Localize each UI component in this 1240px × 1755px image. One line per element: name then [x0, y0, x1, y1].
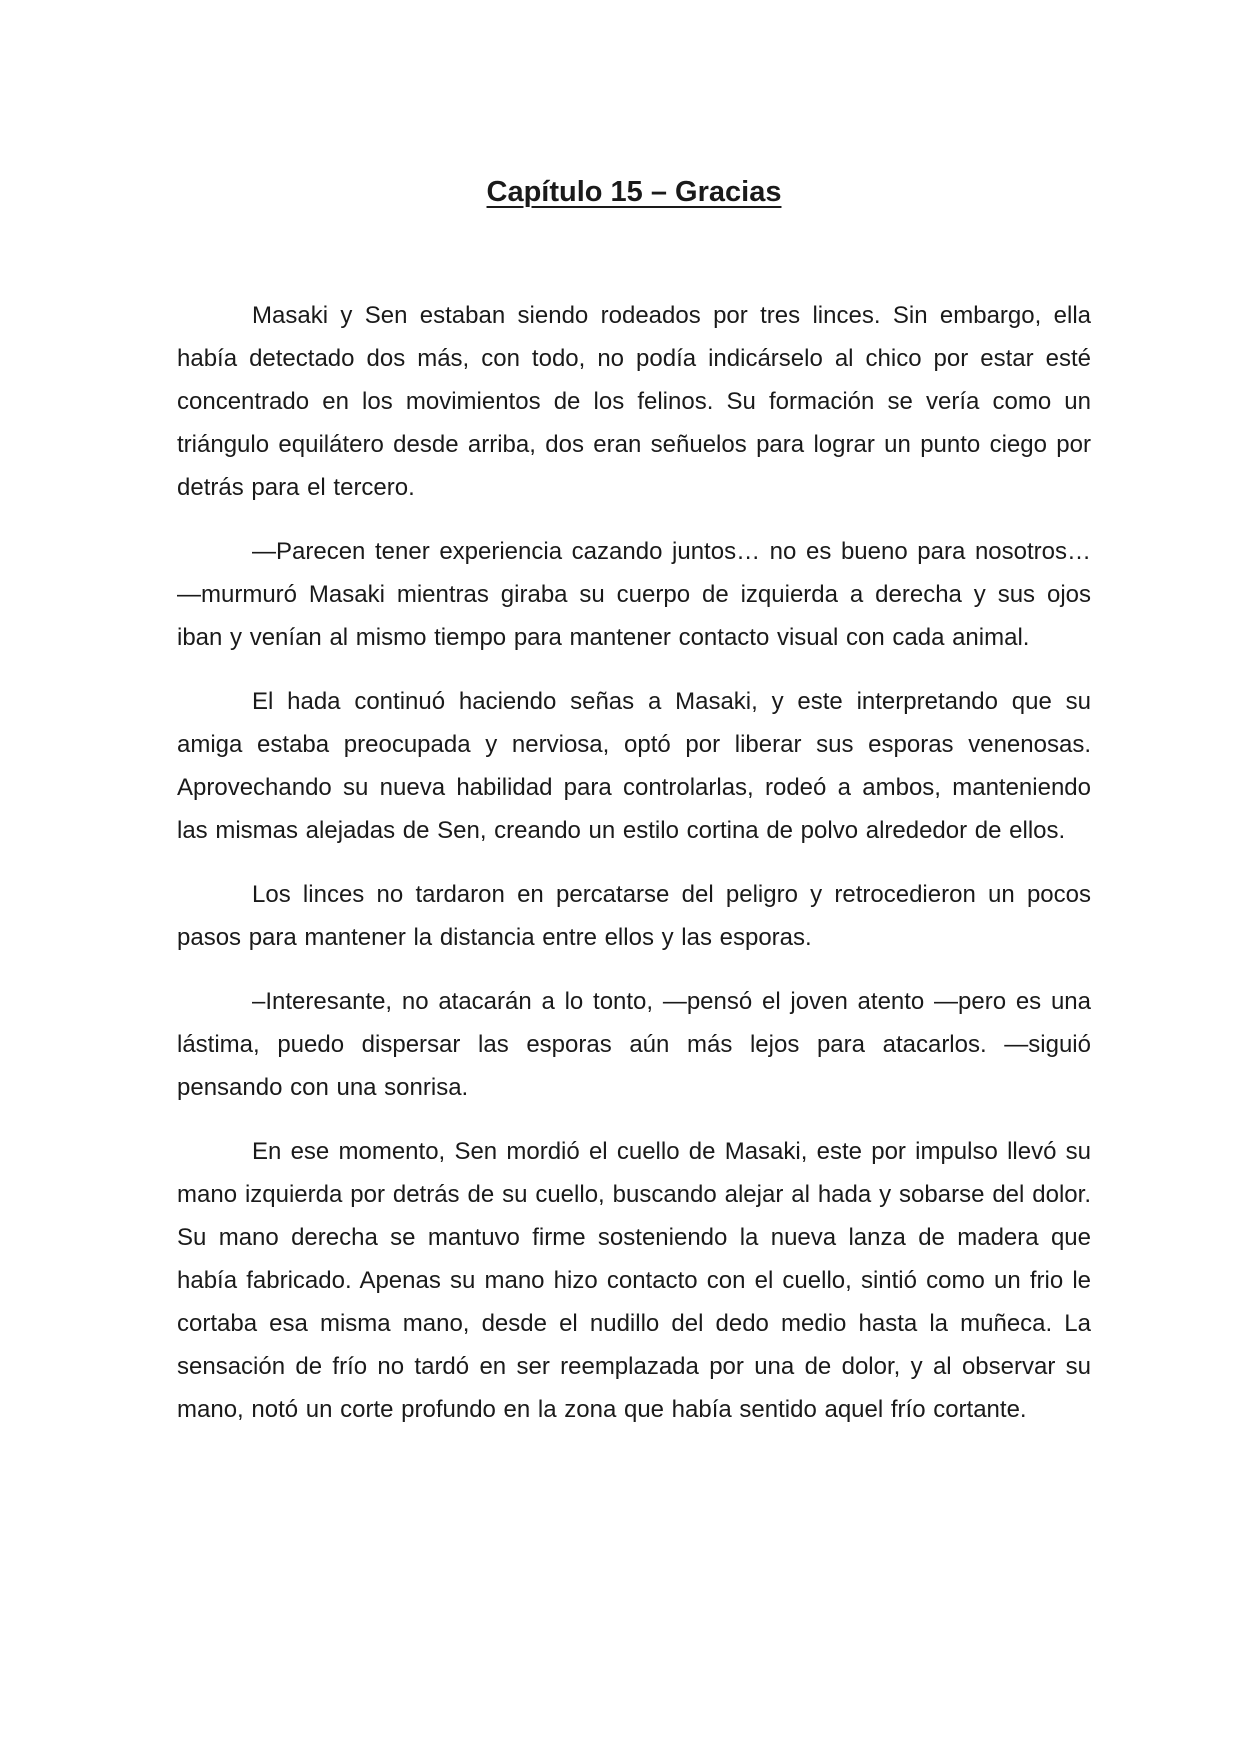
paragraph-6: En ese momento, Sen mordió el cuello de Masaki, este por impulso llevó su mano izquierda por detrás de su cuello, buscando alejar al hada y sobarse del dolor. Su mano derecha se mantuvo firme sosteniendo la nueva lanza de madera que había fabricado. Apenas su mano hizo contacto con el cuello, sintió como un frio le cortaba esa misma mano, desde el nudillo del dedo medio hasta la muñeca. La sensación de frío no tardó en ser reemplazada por una de dolor, y al observar su mano, notó un corte profundo en la zona que había sentido aquel frío cortante.: [177, 1138, 1091, 1423]
chapter-title: Capítulo 15 – Gracias: [486, 176, 782, 208]
paragraph-3: El hada continuó haciendo señas a Masaki, y este interpretando que su amiga estaba preocupada y nerviosa, optó por liberar sus esporas venenosas. Aprovechando su nueva habilidad para controlarlas, rodeó a ambos, manteniendo las mismas alejadas de Sen, creando un estilo cortina de polvo alrededor de ellos.: [177, 688, 1091, 844]
document-page: [177, 0, 1091, 1755]
paragraph-5: –Interesante, no atacarán a lo tonto, —pensó el joven atento —pero es una lástima, puedo dispersar las esporas aún más lejos para atacarlos. —siguió pensando con una sonrisa.: [177, 988, 1091, 1101]
paragraph-2: —Parecen tener experiencia cazando juntos… no es bueno para nosotros… —murmuró Masaki mientras giraba su cuerpo de izquierda a derecha y sus ojos iban y venían al mismo tiempo para mantener contacto visual con cada animal.: [177, 538, 1091, 651]
chapter-body: [177, 294, 1091, 1452]
paragraph-1: Masaki y Sen estaban siendo rodeados por tres linces. Sin embargo, ella había detectado dos más, con todo, no podía indicárselo al chico por estar esté concentrado en los movimientos de los felinos. Su formación se vería como un triángulo equilátero desde arriba, dos eran señuelos para lograr un punto ciego por detrás para el tercero.: [177, 302, 1091, 501]
paragraph-4: Los linces no tardaron en percatarse del peligro y retrocedieron un pocos pasos para mantener la distancia entre ellos y las esporas.: [177, 881, 1091, 951]
